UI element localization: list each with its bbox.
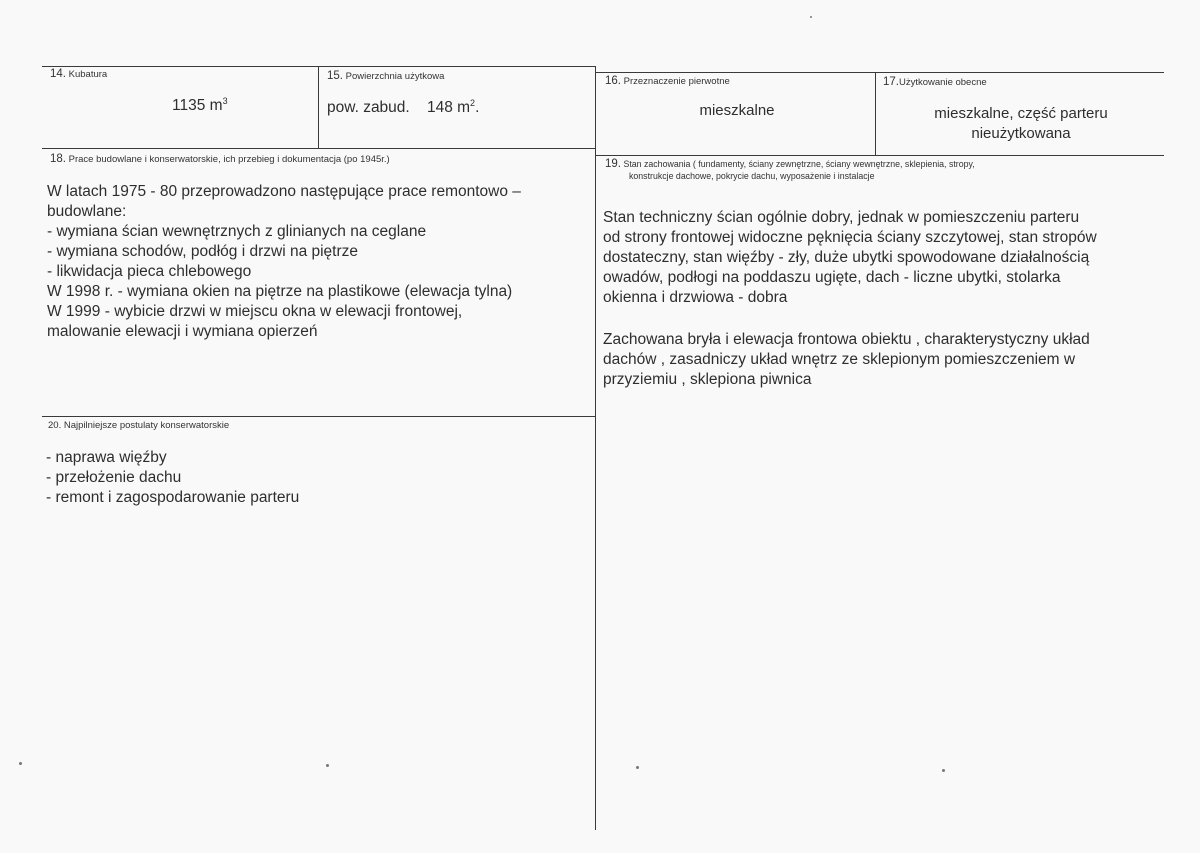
current-use-line-1: mieszkalne, część parteru [934,105,1108,122]
works-line-5: - likwidacja pieca chlebowego [47,263,252,280]
scan-speck [810,16,812,18]
works-line-2: budowlane: [47,203,127,220]
field-16-label [605,75,730,87]
field-16-title: Przeznaczenie pierwotne [623,76,730,87]
field-15-title: Powierzchnia użytkowa [345,71,445,82]
area-unit-exponent: 2 [470,97,476,108]
preserved-line-1: Zachowana bryła i elewacja frontowa obiektu , charakterystyczny układ [603,331,1090,348]
scan-speck [942,769,945,772]
postulate-1: - naprawa więźby [46,449,167,466]
field-18-title: Prace budowlane i konserwatorskie, ich przebieg i dokumentacja (po 1945r.) [68,154,390,165]
top-rule-right [596,72,1164,73]
field-17-number: 17. [883,76,899,88]
condition-paragraph-2 [603,330,1090,390]
volume-unit-exponent: 3 [222,95,228,106]
works-line-4: - wymiana schodów, podłóg i drzwi na piętrze [47,243,359,260]
field-18-number: 18. [50,153,66,165]
works-line-8: malowanie elewacji i wymiana opierzeń [47,323,318,340]
area-suffix: . [475,99,480,116]
section-divider [42,416,596,417]
field-20-label [48,420,229,431]
row-divider-right [596,155,1164,156]
field-14-label [50,68,107,80]
preserved-line-2: dachów , zasadniczy układ wnętrz ze sklepionym pomieszczeniem w [603,351,1076,368]
field-14-value [172,96,228,116]
scan-speck [636,766,639,769]
works-line-1: W latach 1975 - 80 przeprowadzono następujące prace remontowo – [47,183,521,200]
works-line-7: W 1999 - wybicie drzwi w miejscu okna w elewacji frontowej, [47,303,463,320]
condition-paragraph-1 [603,208,1097,308]
condition-line-4: owadów, podłogi na poddaszu ugięte, dach - liczne ubytki, stolarka [603,269,1061,286]
field-18-label [50,153,390,165]
condition-line-2: od strony frontowej widoczne pęknięcia ściany szczytowej, stan stropów [603,229,1097,246]
condition-line-1: Stan techniczny ścian ogólnie dobry, jednak w pomieszczeniu parteru [603,209,1080,226]
field-20-postulates-list [46,448,299,508]
works-line-3: - wymiana ścian wewnętrznych z glinianych na ceglane [47,223,427,240]
field-14-title: Kubatura [68,69,108,80]
volume-value: 1135 m [172,97,223,114]
field-19-number: 19. [605,158,621,170]
condition-line-3: dostateczny, stan więźby - zły, duże ubytki spowodowane działalnością [603,249,1090,266]
preserved-line-3: przyziemiu , sklepiona piwnica [603,371,812,388]
field-19-title-line-1: Stan zachowania ( fundamenty, ściany zewnętrzne, ściany wewnętrzne, sklepienia, stropy, [623,159,975,169]
field-17-value [878,104,1164,144]
works-line-6: W 1998 r. - wymiana okien na piętrze na plastikowe (elewacja tylna) [47,283,513,300]
column-divider [318,66,319,148]
condition-line-5: okienna i drzwiowa - dobra [603,289,788,306]
field-15-number: 15. [327,70,343,82]
field-16-value: mieszkalne [699,102,775,119]
field-19-title-line-2: konstrukcje dachowe, pokrycie dachu, wyposażenie i instalacje [629,171,875,181]
scan-speck [326,764,329,767]
field-18-works-list [47,182,521,342]
center-divider [595,66,596,830]
field-17-label [883,76,987,88]
postulate-2: - przełożenie dachu [46,469,182,486]
field-17-title: Użytkowanie obecne [899,77,987,88]
scan-speck [19,762,22,765]
field-16-number: 16. [605,75,621,87]
field-19-label [605,158,975,182]
area-value: pow. zabud. 148 m [327,99,471,116]
field-15-label [327,70,444,82]
field-20-title: Najpilniejsze postulaty konserwatorskie [63,420,230,431]
row-divider [42,148,596,149]
top-rule [42,66,596,67]
current-use-line-2: nieużytkowana [971,125,1071,142]
field-20-number: 20. [48,420,62,431]
field-14-number: 14. [50,68,66,80]
field-15-value [327,98,479,118]
postulate-3: - remont i zagospodarowanie parteru [46,489,300,506]
